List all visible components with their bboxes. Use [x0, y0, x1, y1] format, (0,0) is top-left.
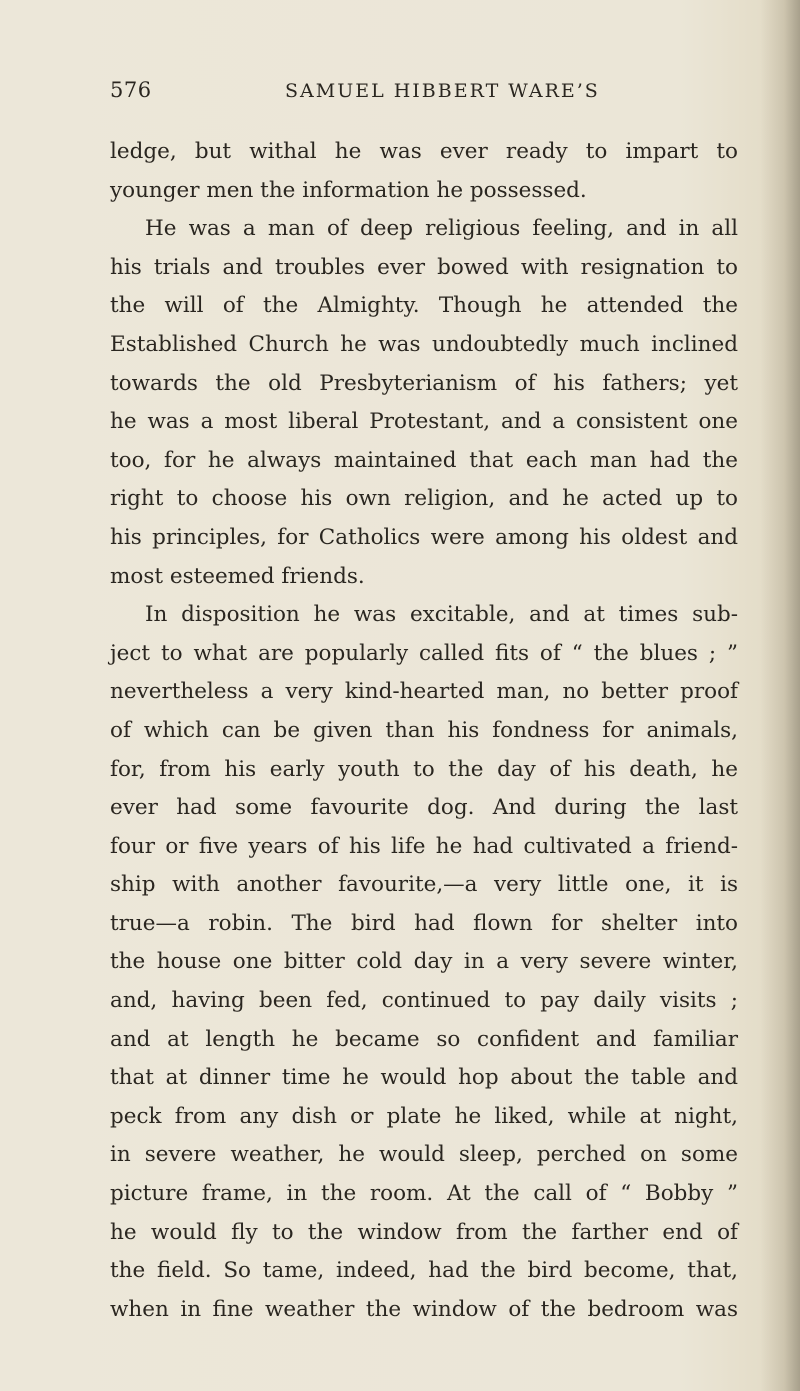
- text-line: younger men the information he possessed.: [110, 177, 587, 203]
- page-header: [110, 78, 750, 112]
- text-line: he would fly to the window from the farther end of: [110, 1219, 738, 1245]
- body-text: [110, 133, 738, 1329]
- text-line: picture frame, in the room. At the call of “ Bobby ”: [110, 1181, 738, 1207]
- text-line: four or five years of his life he had cultivated a friend-: [110, 833, 738, 859]
- page-edge-shadow: [760, 0, 800, 1391]
- text-line: most esteemed friends.: [110, 563, 365, 589]
- text-line: the will of the Almighty. Though he attended the: [110, 293, 738, 319]
- page-number: 576: [110, 78, 152, 102]
- text-line: he was a most liberal Protestant, and a consistent one: [110, 409, 738, 435]
- text-line: and at length he became so confident and familiar: [110, 1026, 738, 1052]
- text-line: of which can be given than his fondness for animals,: [110, 717, 738, 743]
- text-line: ever had some favourite dog. And during the last: [110, 795, 738, 821]
- text-line: in severe weather, he would sleep, perched on some: [110, 1142, 738, 1168]
- text-line: his trials and troubles ever bowed with resignation to: [110, 254, 738, 280]
- text-line: towards the old Presbyterianism of his fathers; yet: [110, 370, 738, 396]
- paragraph-start-line: He was a man of deep religious feeling, and in all: [145, 216, 738, 242]
- text-line: his principles, for Catholics were among his oldest and: [110, 524, 738, 550]
- text-line: when in fine weather the window of the bedroom was: [110, 1296, 738, 1322]
- text-line: for, from his early youth to the day of his death, he: [110, 756, 738, 782]
- text-line: too, for he always maintained that each man had the: [110, 447, 738, 473]
- text-line: Established Church he was undoubtedly much inclined: [110, 331, 738, 357]
- text-line: the field. So tame, indeed, had the bird become, that,: [110, 1258, 738, 1284]
- text-line: the house one bitter cold day in a very severe winter,: [110, 949, 738, 975]
- text-line: ship with another favourite,—a very little one, it is: [110, 872, 738, 898]
- text-line: ledge, but withal he was ever ready to impart to: [110, 139, 738, 164]
- text-line: true—a robin. The bird had flown for shelter into: [110, 910, 738, 936]
- text-line: and, having been fed, continued to pay daily visits ;: [110, 988, 738, 1014]
- paragraph-start-line: In disposition he was excitable, and at times sub-: [145, 602, 738, 628]
- text-line: right to choose his own religion, and he acted up to: [110, 486, 738, 512]
- text-line: peck from any dish or plate he liked, while at night,: [110, 1103, 738, 1129]
- text-line: ject to what are popularly called fits of “ the blues ; ”: [110, 640, 738, 666]
- text-line: that at dinner time he would hop about the table and: [110, 1065, 738, 1091]
- text-line: nevertheless a very kind-hearted man, no better proof: [110, 679, 738, 705]
- running-head: SAMUEL HIBBERT WARE’S: [285, 80, 600, 102]
